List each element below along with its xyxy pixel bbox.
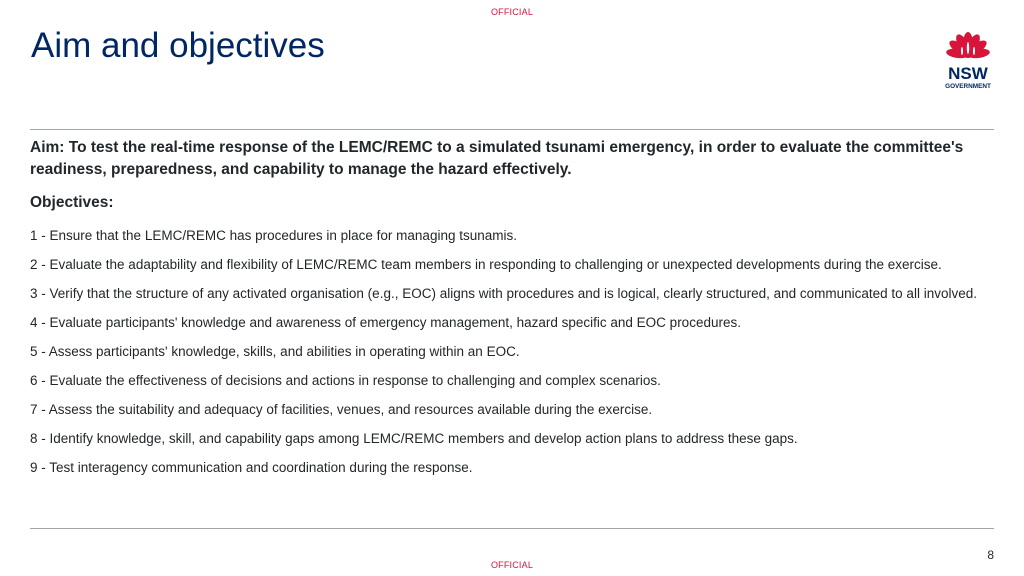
objective-item: 8 - Identify knowledge, skill, and capability gaps among LEMC/REMC members and develop action plans to address these gaps. [30, 431, 798, 446]
divider-bottom [30, 528, 994, 529]
objective-item: 1 - Ensure that the LEMC/REMC has procedures in place for managing tsunamis. [30, 228, 517, 243]
divider-top [30, 129, 994, 130]
page-title: Aim and objectives [31, 26, 325, 65]
nsw-government-logo [936, 28, 1000, 90]
objectives-list [30, 226, 994, 487]
objective-item: 2 - Evaluate the adaptability and flexibility of LEMC/REMC team members in responding to challenging or unexpected developments during the exercise. [30, 257, 942, 272]
objective-item: 6 - Evaluate the effectiveness of decisions and actions in response to challenging and complex scenarios. [30, 373, 661, 388]
objectives-heading: Objectives: [30, 194, 114, 211]
classification-label-bottom: OFFICIAL [490, 560, 534, 570]
page-number: 8 [987, 548, 994, 562]
logo-wordmark: NSW [948, 64, 988, 83]
logo-subtext: GOVERNMENT [945, 83, 991, 90]
aim-statement: Aim: To test the real-time response of the LEMC/REMC to a simulated tsunami emergency, in order to evaluate the committee's readiness, preparedness, and capability to manage the hazard effectively. [30, 139, 964, 178]
objective-item: 3 - Verify that the structure of any activated organisation (e.g., EOC) aligns with procedures and is logical, clearly structured, and communicated to all involved. [30, 286, 977, 301]
objective-item: 4 - Evaluate participants' knowledge and awareness of emergency management, hazard specific and EOC procedures. [30, 315, 741, 330]
objective-item: 5 - Assess participants' knowledge, skills, and abilities in operating within an EOC. [30, 344, 520, 359]
waratah-flower-icon [936, 28, 1000, 90]
objective-item: 9 - Test interagency communication and coordination during the response. [30, 460, 473, 475]
objective-item: 7 - Assess the suitability and adequacy of facilities, venues, and resources available during the exercise. [30, 402, 653, 417]
classification-label-top: OFFICIAL [490, 7, 534, 17]
